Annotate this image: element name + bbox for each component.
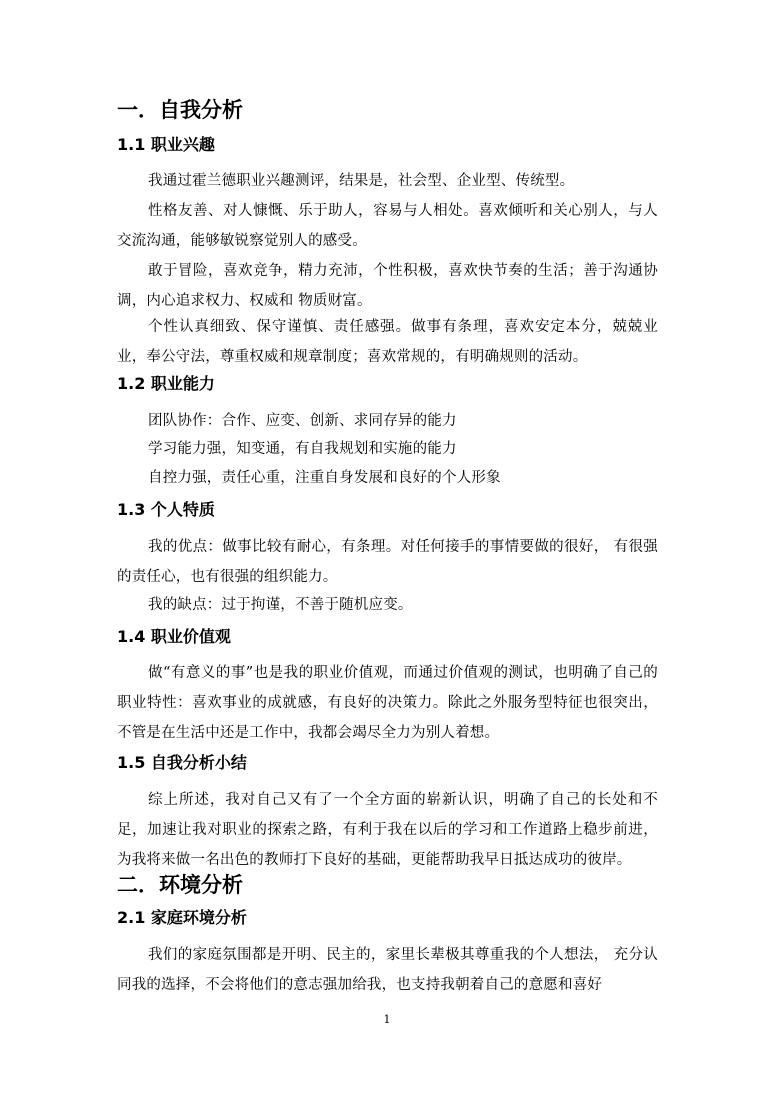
paragraph: 自控力强，责任心重，注重自身发展和良好的个人形象 [148,470,501,486]
section-heading: 一．自我分析 [117,98,243,122]
page-number: 1 [383,1013,391,1026]
paragraph: 我通过霍兰德职业兴趣测评，结果是，社会型、企业型、传统型。 [148,173,575,189]
paragraph: 性格友善、对人慷慨、乐于助人，容易与人相处。喜欢倾听和关心别人，与人交流沟通，能够敏锐察觉别人的感受。 [117,203,658,249]
paragraph: 学习能力强，知变通，有自我规划和实施的能力 [148,441,457,457]
subsection-heading: 1.2 职业能力 [117,374,215,393]
paragraph: 我的优点：做事比较有耐心，有条理。对任何接手的事情要做的很好， 有很强的责任心，也有很强的组织能力。 [117,539,658,585]
paragraph: 敢于冒险，喜欢竞争，精力充沛，个性积极，喜欢快节奏的生活；善于沟通协调，内心追求权力、权威和 物质财富。 [117,263,658,309]
paragraph: 个性认真细致、保守谨慎、责任感强。做事有条理，喜欢安定本分，兢兢业业，奉公守法，尊重权威和规章制度；喜欢常规的，有明确规则的活动。 [117,319,658,365]
paragraph: 我的缺点：过于拘谨，不善于随机应变。 [148,597,413,613]
section-heading: 二．环境分析 [117,873,243,897]
subsection-heading: 1.3 个人特质 [117,500,215,519]
paragraph: 团队协作：合作、应变、创新、求同存异的能力 [148,413,457,429]
paragraph: 做“有意义的事”也是我的职业价值观，而通过价值观的测试，也明确了自己的职业特性：喜欢事业的成就感，有良好的决策力。除此之外服务型特征也很突出，不管是在生活中还是工作中，我都会竭尽全力为别人着想。 [117,665,658,741]
subsection-heading: 2.1 家庭环境分析 [117,908,247,927]
paragraph: 我们的家庭氛围都是开明、民主的，家里长辈极其尊重我的个人想法， 充分认同我的选择，不会将他们的意志强加给我，也支持我朝着自己的意愿和喜好 [117,947,658,993]
paragraph: 综上所述，我对自己又有了一个全方面的崭新认识，明确了自己的长处和不足，加速让我对职业的探索之路，有利于我在以后的学习和工作道路上稳步前进，为我将来做一名出色的教师打下良好的基础，更能帮助我早日抵达成功的彼岸。 [117,792,658,868]
subsection-heading: 1.4 职业价值观 [117,627,231,646]
subsection-heading: 1.1 职业兴趣 [117,135,215,154]
subsection-heading: 1.5 自我分析小结 [117,753,247,772]
